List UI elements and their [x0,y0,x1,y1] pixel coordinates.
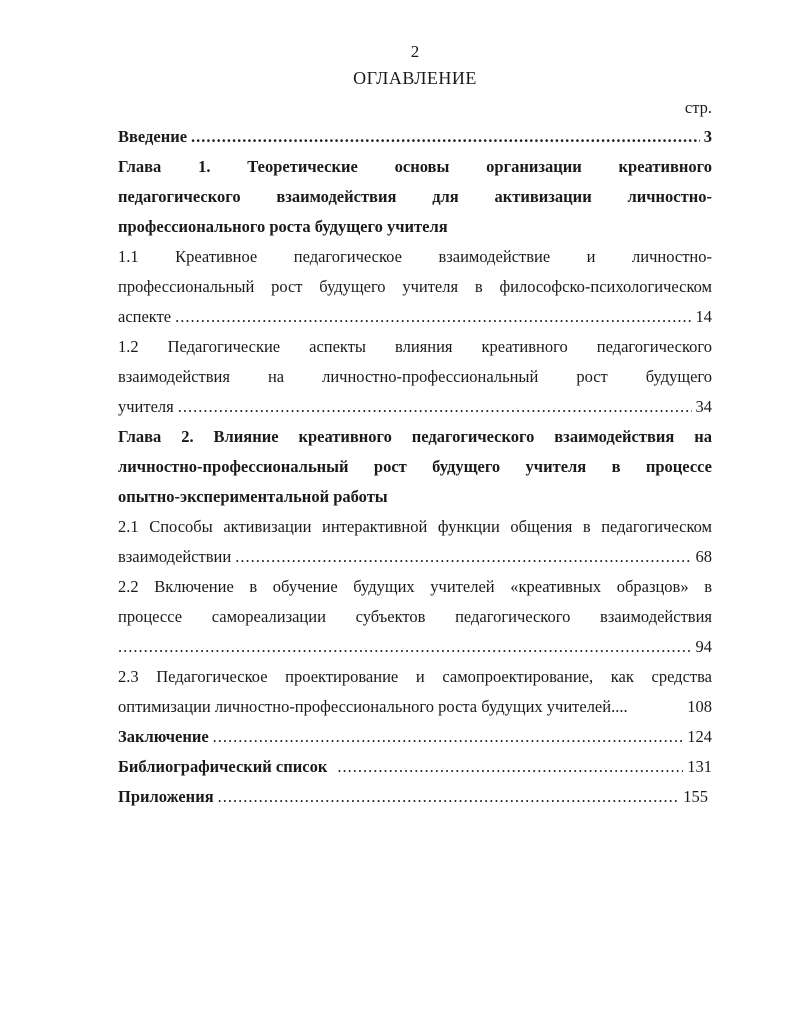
toc-entry-label: Введение [118,127,188,146]
toc-title: ОГЛАВЛЕНИЕ [353,68,477,88]
page-column-label: стр. [684,98,712,117]
toc-section-2-1-line-1: 2.1 Способы активизации интерактивной функции общения в педагогическом [118,517,712,536]
toc-chapter-2-line-2: личностно-профессиональный рост будущего учителя в процессе [118,457,712,476]
toc-entry-label: взаимодействии [118,547,232,566]
toc-chapter-1-line-3-text: профессионального роста будущего учителя [118,217,448,236]
toc-chapter-2-line-3-text: опытно-экспериментальной работы [118,487,388,506]
toc-chapter-2-line-3 [118,482,712,512]
toc-entry-label: Приложения [118,787,214,806]
table-of-contents [118,122,712,812]
dot-leader [191,122,700,152]
toc-section-2-2-end[interactable] [118,632,712,662]
toc-section-1-2-line-1: 1.2 Педагогические аспекты влияния креативного педагогического [118,337,712,356]
toc-chapter-1-line-2: педагогического взаимодействия для активизации личностно- [118,187,712,206]
toc-section-1-2-line-2: взаимодействия на личностно-профессиональный рост будущего [118,367,712,386]
toc-entry-page: 3 [703,127,712,146]
toc-chapter-2-line-1: Глава 2. Влияние креативного педагогического взаимодействия на [118,427,712,446]
toc-section-2-3-end[interactable] [118,692,712,722]
toc-entry-appendices[interactable] [118,782,708,812]
toc-entry-introduction[interactable] [118,122,712,152]
toc-entry-page: 131 [687,757,712,776]
toc-entry-label: Библиографический список [118,757,328,776]
page-number: 2 [410,42,420,61]
toc-section-1-1-line-2: профессиональный рост будущего учителя в философско-психологическом [118,277,712,296]
toc-entry-label: аспекте [118,307,172,326]
dot-leader [213,722,684,752]
toc-section-1-1-end[interactable] [118,302,712,332]
dot-leader [337,752,683,782]
toc-chapter-1-line-3 [118,212,712,242]
toc-entry-label: Заключение [118,727,209,746]
toc-entry-label: учителя [118,397,174,416]
toc-entry-page: 94 [695,637,712,656]
toc-entry-page: 124 [687,727,712,746]
dot-leader [218,782,680,812]
toc-entry-label: оптимизации личностно-профессионального роста будущих учителей.... [118,697,628,716]
toc-section-2-2-line-1: 2.2 Включение в обучение будущих учителей «креативных образцов» в [118,577,712,596]
toc-section-2-1-end[interactable] [118,542,712,572]
dot-leader [235,542,691,572]
dot-leader [178,392,692,422]
toc-entry-page: 14 [695,307,712,326]
dot-leader [118,632,692,662]
dot-leader [175,302,691,332]
toc-entry-page: 34 [695,397,712,416]
toc-entry-bibliography[interactable] [118,752,712,782]
toc-chapter-1-line-1: Глава 1. Теоретические основы организации креативного [118,157,712,176]
toc-section-1-2-end[interactable] [118,392,712,422]
toc-section-1-1-line-1: 1.1 Креативное педагогическое взаимодействие и личностно- [118,247,712,266]
toc-section-2-3-line-1: 2.3 Педагогическое проектирование и самопроектирование, как средства [118,667,712,686]
toc-entry-conclusion[interactable] [118,722,712,752]
toc-entry-page: 155 [683,787,708,806]
toc-section-2-2-line-2: процессе самореализации субъектов педагогического взаимодействия [118,607,712,626]
toc-entry-page: 108 [687,697,712,716]
toc-entry-page: 68 [695,547,712,566]
